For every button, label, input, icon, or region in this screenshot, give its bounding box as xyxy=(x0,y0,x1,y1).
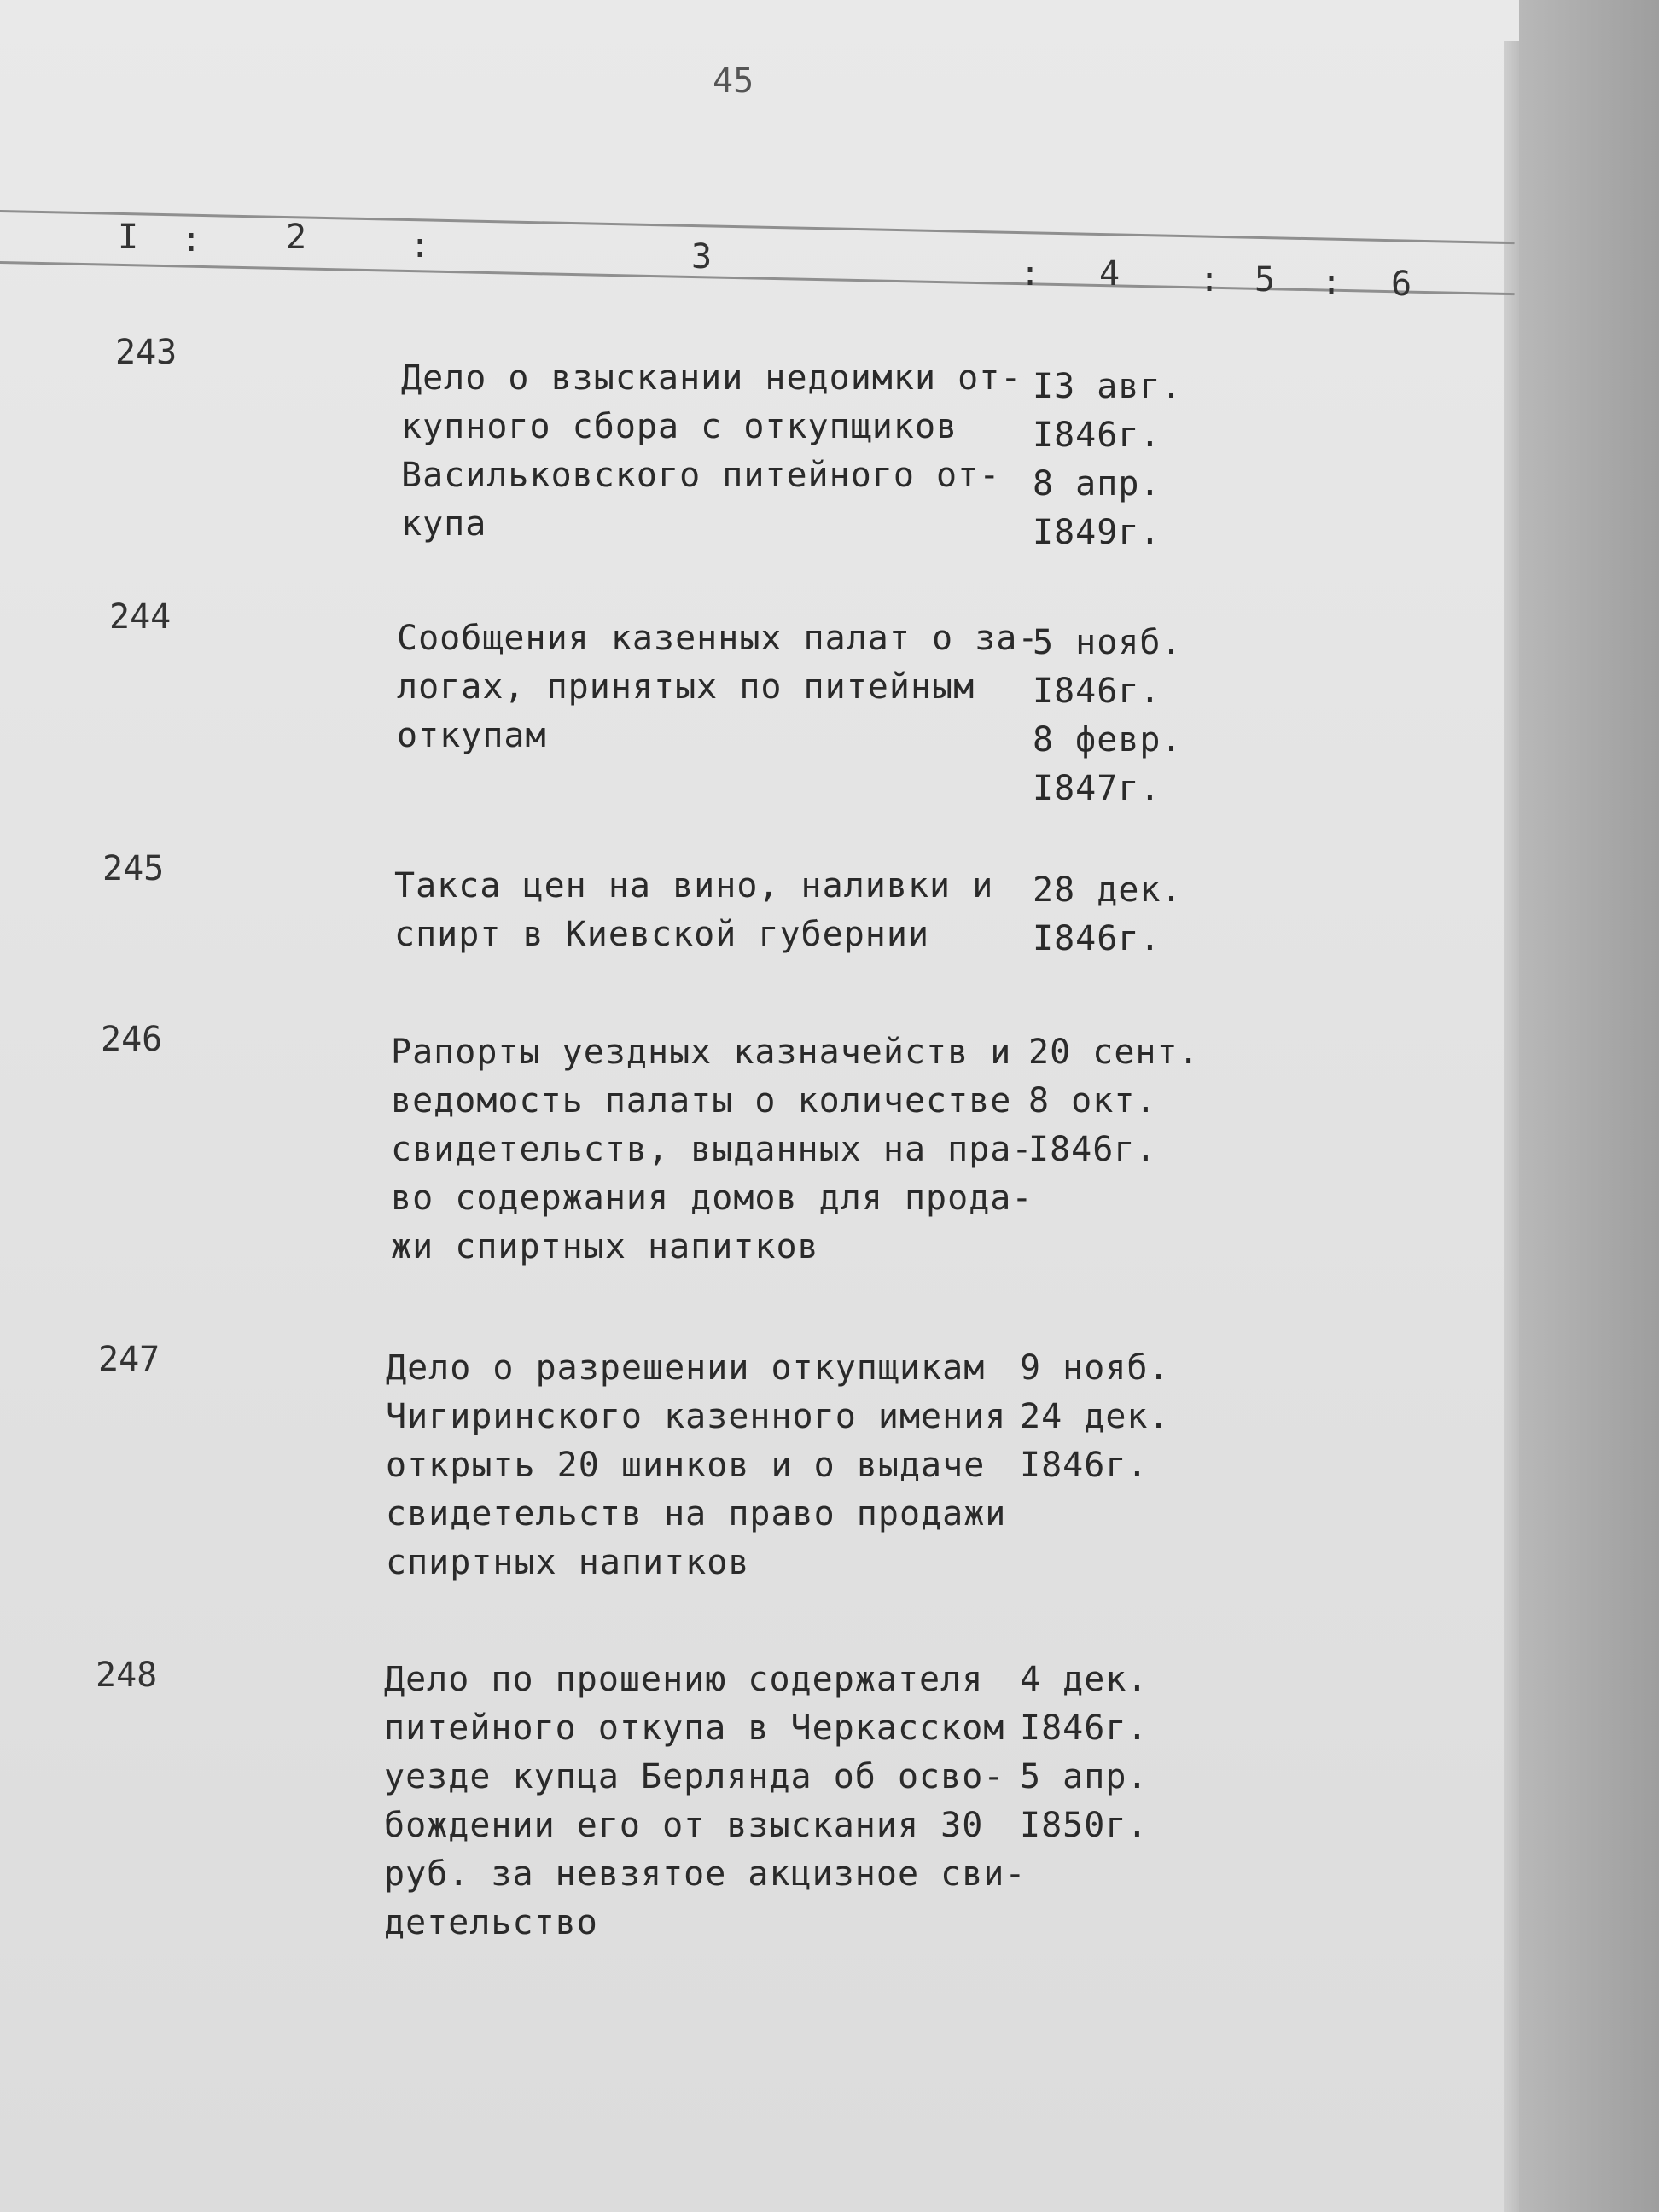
column-separator: : xyxy=(410,226,431,265)
header-rule-top xyxy=(0,210,1515,244)
column-header-2: 2 xyxy=(286,218,307,257)
column-separator: : xyxy=(1321,263,1342,302)
entry-number: 248 xyxy=(96,1656,158,1695)
background-strip xyxy=(1519,0,1659,2212)
entry-number: 245 xyxy=(102,849,165,888)
column-header-1: I xyxy=(118,218,139,257)
entry-dates: 5 нояб. I846г. 8 февр. I847г. xyxy=(1033,623,1183,808)
entry-description: Сообщения казенных палат о за- логах, принятых по питейным откупам xyxy=(397,619,1039,755)
entry-description: Дело о взыскании недоимки от- купного сбора с откупщиков Васильковского питейного от- купа xyxy=(401,358,1022,544)
column-header-6: 6 xyxy=(1391,265,1412,304)
column-header-5: 5 xyxy=(1254,260,1276,300)
page-edge xyxy=(1504,41,1519,2212)
entry-number: 244 xyxy=(109,597,172,637)
header-rule-bottom xyxy=(0,261,1515,295)
column-separator: : xyxy=(1020,254,1041,294)
page-number: 45 xyxy=(713,61,754,101)
entry-description: Рапорты уездных казначейств и ведомость палаты о количестве свидетельств, выданных на пра- во содержания домов для прода- жи спиртных напитков xyxy=(391,1033,1033,1266)
entry-number: 246 xyxy=(101,1020,163,1059)
entry-dates: 20 сент. 8 окт. I846г. xyxy=(1028,1033,1200,1169)
column-separator: : xyxy=(1199,260,1220,300)
entry-dates: 9 нояб. 24 дек. I846г. xyxy=(1020,1348,1170,1485)
entry-dates: 28 дек. I846г. xyxy=(1033,870,1183,958)
entry-dates: I3 авг. I846г. 8 апр. I849г. xyxy=(1033,367,1183,552)
column-separator: : xyxy=(181,220,202,259)
entry-number: 247 xyxy=(98,1340,160,1379)
column-header-3: 3 xyxy=(691,237,713,276)
entry-number: 243 xyxy=(115,333,178,372)
entry-description: Дело по прошению содержателя питейного откупа в Черкасском уезде купца Берлянда об осво- бождении его от взыскания 30 руб. за невзятое акцизное сви- детельство xyxy=(384,1660,1027,1942)
entry-description: Дело о разрешении откупщикам Чигиринского казенного имения открыть 20 шинков и о выдаче свидетельств на право продажи спиртных напитков xyxy=(386,1348,1007,1582)
column-header-4: 4 xyxy=(1099,254,1121,294)
entry-dates: 4 дек. I846г. 5 апр. I850г. xyxy=(1020,1660,1149,1845)
entry-description: Такса цен на вино, наливки и спирт в Киевской губернии xyxy=(394,866,994,954)
